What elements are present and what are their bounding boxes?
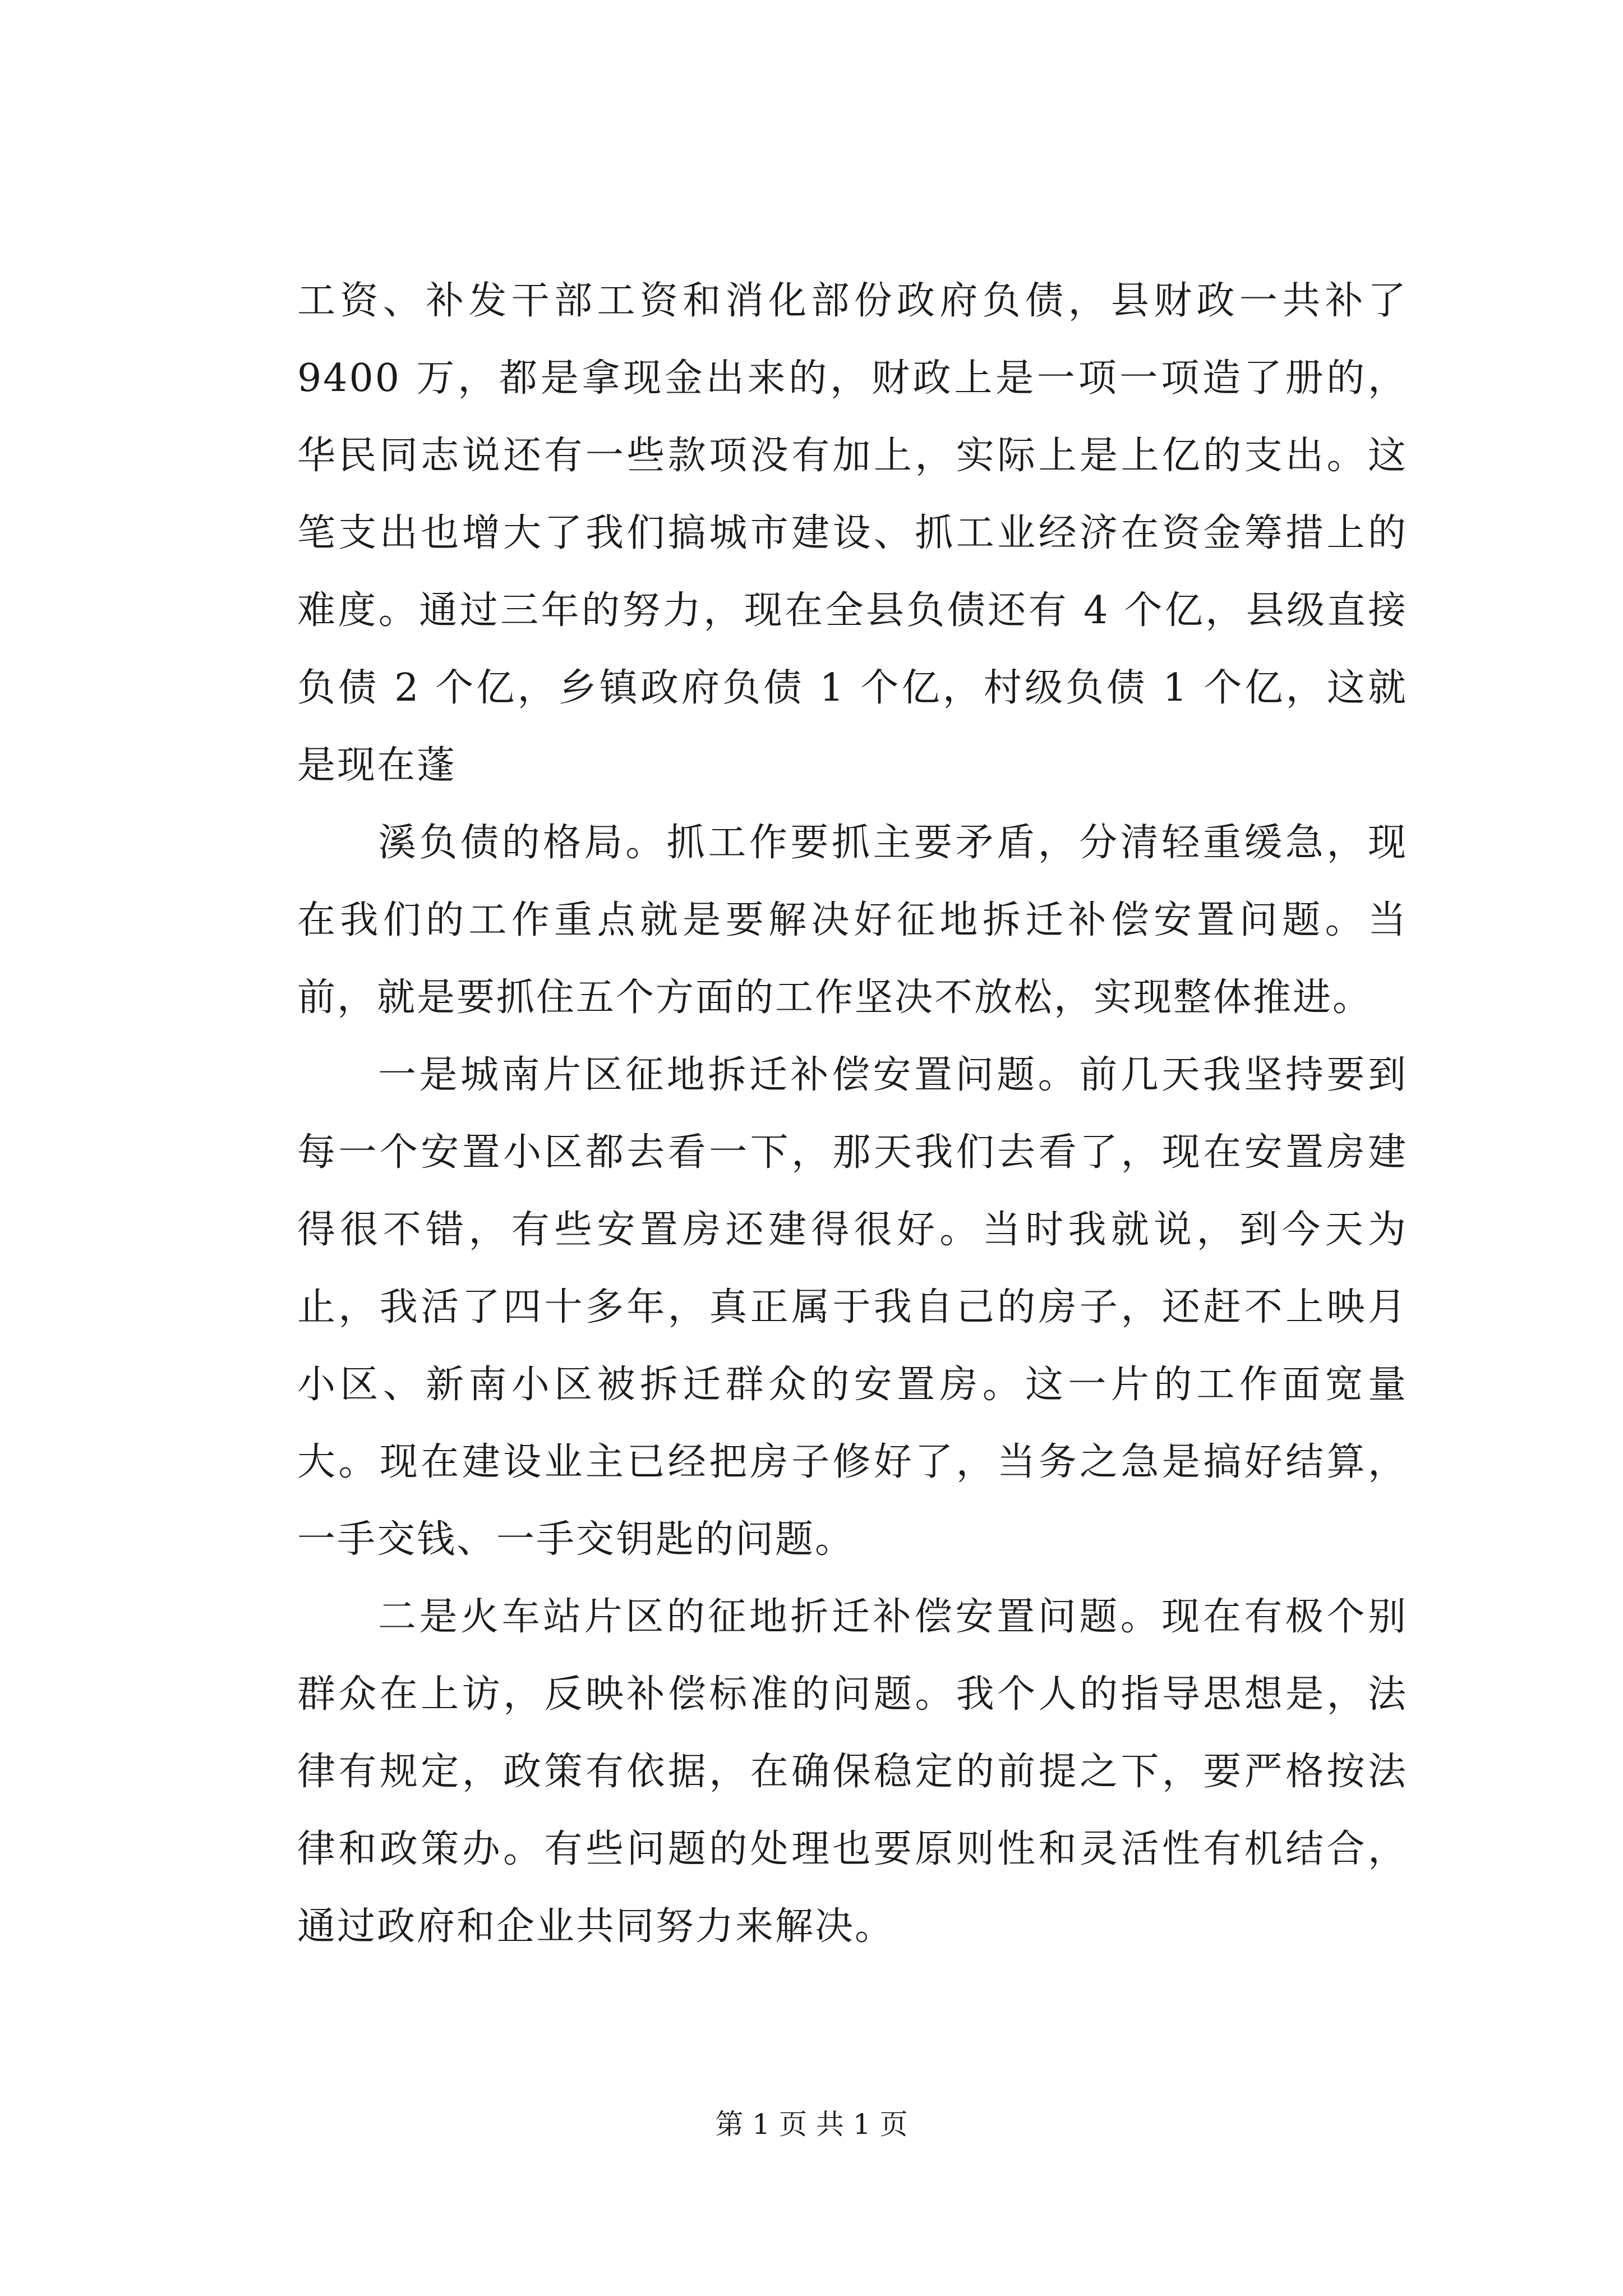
page-footer xyxy=(0,2105,1623,2144)
paragraph-3: 一是城南片区征地拆迁补偿安置问题。前几天我坚持要到每一个安置小区都去看一下，那天我们去看了，现在安置房建得很不错，有些安置房还建得很好。当时我就说，到今天为止，我活了四十多年，真正属于我自己的房子，还赶不上映月小区、新南小区被拆迁群众的安置房。这一片的工作面宽量大。现在建设业主已经把房子修好了，当务之急是搞好结算，一手交钱、一手交钥匙的问题。 xyxy=(297,1053,1408,1562)
document-body xyxy=(297,263,1408,1966)
page-number: 第 1 页 共 1 页 xyxy=(715,2108,908,2141)
paragraph-1: 工资、补发干部工资和消化部份政府负债，县财政一共补了 9400 万，都是拿现金出来的，财政上是一项一项造了册的，华民同志说还有一些款项没有加上，实际上是上亿的支出。这笔支出也增大了我们搞城市建设、抓工业经济在资金筹措上的难度。通过三年的努力，现在全县负债还有 4 个亿，县级直接负债 2 个亿，乡镇政府负债 1 个亿，村级负债 1 个亿，这就是现在蓬 xyxy=(297,279,1408,788)
paragraph-2: 溪负债的格局。抓工作要抓主要矛盾，分清轻重缓急，现在我们的工作重点就是要解决好征地拆迁补偿安置问题。当前，就是要抓住五个方面的工作坚决不放松，实现整体推进。 xyxy=(297,821,1408,1020)
paragraph-4: 二是火车站片区的征地折迁补偿安置问题。现在有极个别群众在上访，反映补偿标准的问题。我个人的指导思想是，法律有规定，政策有依据，在确保稳定的前提之下，要严格按法律和政策办。有些问题的处理也要原则性和灵活性有机结合，通过政府和企业共同努力来解决。 xyxy=(297,1595,1408,1949)
